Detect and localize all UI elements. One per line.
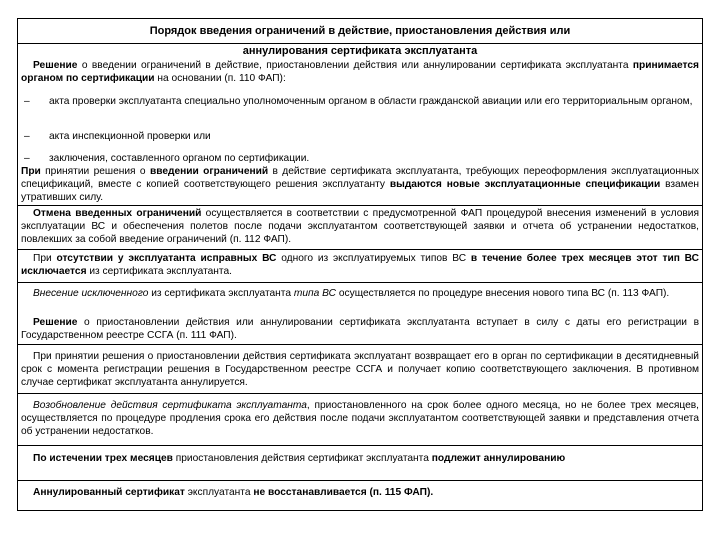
list-item: – акта проверки эксплуатанта специально уполномоченным органом в области гражданской авиации или его территориальным органом, [24,96,693,107]
list-item: – заключения, составленного органом по сертификации. [24,153,310,164]
resumption-paragraph: Возобновление действия сертификата эксплуатанта, приостановленного на срок более одного месяца, но не более трех месяцев, осуществляется по процедуре продления срока его действия после подачи эксплуатантом соответствующей заявки и представления отчета об устранении недостатков. [21,400,699,437]
divider [18,393,702,394]
title-line-1: Порядок введения ограничений в действие, приостановления действия или [149,25,571,37]
divider [18,344,702,345]
dash-bullet: – [24,131,30,142]
list-item: – акта инспекционной проверки или [24,131,211,142]
divider [18,480,702,481]
reinclusion-paragraph: Внесение исключенного из сертификата эксплуатанта типа ВС осуществляется по процедуре внесения нового типа ВС (п. 113 ФАП). [33,288,670,299]
suspension-decision-paragraph: Решение о приостановлении действия или аннулировании сертификата эксплуатанта вступает в силу с даты его регистрации в Государственном реестре ССГА (п. 111 ФАП). [21,317,699,341]
divider [18,282,702,283]
title-line-2: аннулирования сертификата эксплуатанта [242,45,478,57]
cancellation-paragraph: Отмена введенных ограничений осуществляется в соответствии с предусмотренной ФАП процедурой внесения изменений в условия эксплуатации ВС и обеспечения полетов после подачи эксплуатантом соответствующей заявки и отчета об устранении недостатков, повлекших за собой введение ограничений (п. 112 ФАП). [21,208,699,245]
divider [18,43,702,44]
restrictions-paragraph: При принятии решения о введении ограничений в действие сертификата эксплуатанта, требующих переоформления эксплуатационных спецификаций, вместе с копией соответствующего решения эксплуатанту выдаются новые эксплуатационные спецификации взамен утративших силу. [21,166,700,203]
return-certificate-paragraph: При принятии решения о приостановлении действия сертификата эксплуатант возвращает его в орган по сертификации в десятидневный срок с момента регистрации решения в Государственном реестре ССГА и получает копию соответствующего заключения. В противном случае сертификат эксплуатанта аннулируется. [21,351,699,388]
annulled-paragraph: Аннулированный сертификат эксплуатанта не восстанавливается (п. 115 ФАП). [33,487,434,498]
divider [18,445,702,446]
document-frame [17,18,703,511]
divider [18,205,702,206]
decision-term: Решение [33,60,78,71]
no-aircraft-paragraph: При отсутствии у эксплуатанта исправных ВС одного из эксплуатируемых типов ВС в течение более трех месяцев этот тип ВС исключается из сертификата эксплуатанта. [21,253,699,277]
decision-paragraph: Решение о введении ограничений в действие, приостановлении действия или аннулировании сертификата эксплуатанта принимается органом по сертификации на основании (п. 110 ФАП): [21,60,699,84]
expiry-paragraph: По истечении трех месяцев приостановления действия сертификат эксплуатанта подлежит аннулированию [33,453,566,464]
dash-bullet: – [24,96,30,107]
dash-bullet: – [24,153,30,164]
divider [18,249,702,250]
